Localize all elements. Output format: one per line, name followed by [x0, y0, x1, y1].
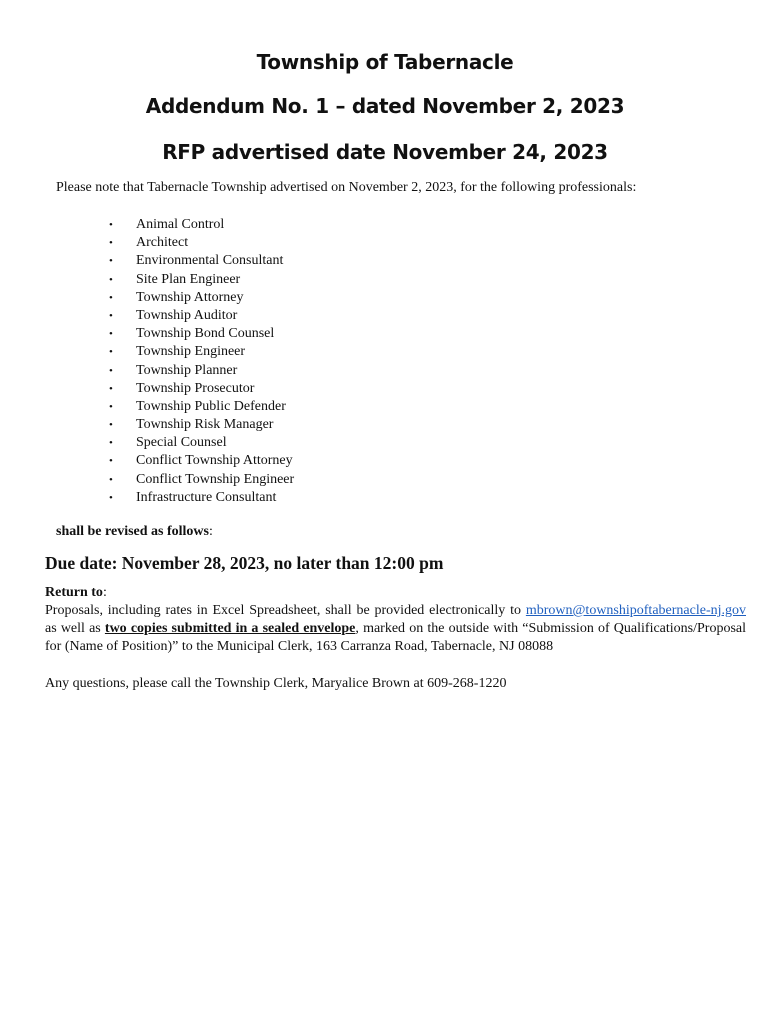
bullet-icon: • — [109, 291, 113, 304]
bullet-icon: • — [109, 309, 113, 322]
list-item-label: Conflict Township Attorney — [136, 453, 293, 469]
list-item-label: Township Planner — [136, 362, 238, 378]
list-item — [109, 434, 294, 452]
sealed-envelope-emphasis: two copies submitted in a sealed envelope — [104, 621, 356, 636]
bullet-icon: • — [109, 219, 113, 231]
list-item — [109, 307, 294, 325]
questions-line: Any questions, please call the Township Clerk, Maryalice Brown at 609-268-1220 — [45, 676, 507, 691]
bullet-icon: • — [109, 237, 113, 250]
list-item — [109, 380, 294, 398]
list-item-label: Special Counsel — [136, 435, 227, 451]
bullet-icon: • — [109, 346, 113, 359]
list-item-label: Township Auditor — [136, 307, 238, 323]
bullet-icon: • — [109, 419, 113, 432]
rfp-date-heading: RFP advertised date November 24, 2023 — [162, 140, 608, 164]
return-to-label: Return to — [45, 585, 103, 600]
list-item-label: Township Risk Manager — [136, 417, 274, 433]
list-item-label: Animal Control — [136, 217, 225, 232]
list-item — [109, 252, 294, 270]
list-item — [109, 398, 294, 416]
bullet-icon: • — [109, 255, 113, 268]
due-date: Due date: November 28, 2023, no later than 12:00 pm — [45, 553, 444, 573]
list-item-label: Conflict Township Engineer — [136, 471, 295, 487]
list-item-label: Environmental Consultant — [136, 253, 284, 269]
list-item — [109, 416, 294, 434]
bullet-icon: • — [109, 328, 113, 341]
bullet-icon: • — [109, 400, 113, 413]
revised-label: shall be revised as follows — [56, 524, 209, 539]
proposal-text-2: as well as — [45, 621, 105, 636]
list-item — [109, 234, 294, 252]
list-item — [109, 362, 294, 380]
document-title: Township of Tabernacle — [256, 50, 514, 74]
email-link[interactable]: mbrown@townshipoftabernacle-nj.gov — [525, 603, 746, 618]
bullet-icon: • — [109, 437, 113, 450]
list-item-label: Township Bond Counsel — [136, 326, 275, 342]
professionals-list — [109, 216, 294, 507]
bullet-icon: • — [109, 473, 113, 486]
list-item — [109, 289, 294, 307]
list-item — [109, 343, 294, 361]
list-item-label: Site Plan Engineer — [136, 271, 241, 287]
bullet-icon: • — [109, 455, 113, 468]
proposal-text-1: Proposals, including rates in Excel Spreadsheet, shall be provided electronically to — [45, 603, 526, 618]
proposal-text-3: , marked on the outside with “Submission of Qualifications/Proposal for (Name of Position)” to the Municipal Clerk, 163 Carranza Road, Tabernacle, NJ 08088 — [45, 621, 746, 654]
list-item-label: Infrastructure Consultant — [136, 489, 277, 505]
list-item-label: Township Engineer — [136, 344, 246, 360]
intro-paragraph: Please note that Tabernacle Township advertised on November 2, 2023, for the following professionals: — [56, 180, 637, 195]
return-to-colon: : — [102, 585, 107, 600]
list-item-label: Township Public Defender — [136, 398, 286, 414]
addendum-heading: Addendum No. 1 – dated November 2, 2023 — [145, 94, 625, 118]
list-item-label: Township Prosecutor — [136, 380, 255, 396]
bullet-icon: • — [109, 491, 113, 504]
list-item — [109, 452, 294, 470]
bullet-icon: • — [109, 364, 113, 377]
list-item — [109, 271, 294, 289]
list-item — [109, 325, 294, 343]
proposal-paragraph — [45, 602, 746, 656]
revised-line — [56, 524, 213, 540]
bullet-icon: • — [109, 382, 113, 395]
revised-colon: : — [208, 524, 213, 539]
return-to-line — [45, 585, 107, 601]
list-item — [109, 489, 294, 507]
list-item — [109, 216, 294, 234]
list-item — [109, 471, 294, 489]
bullet-icon: • — [109, 273, 113, 286]
list-item-label: Township Attorney — [136, 289, 244, 305]
list-item-label: Architect — [136, 235, 189, 251]
